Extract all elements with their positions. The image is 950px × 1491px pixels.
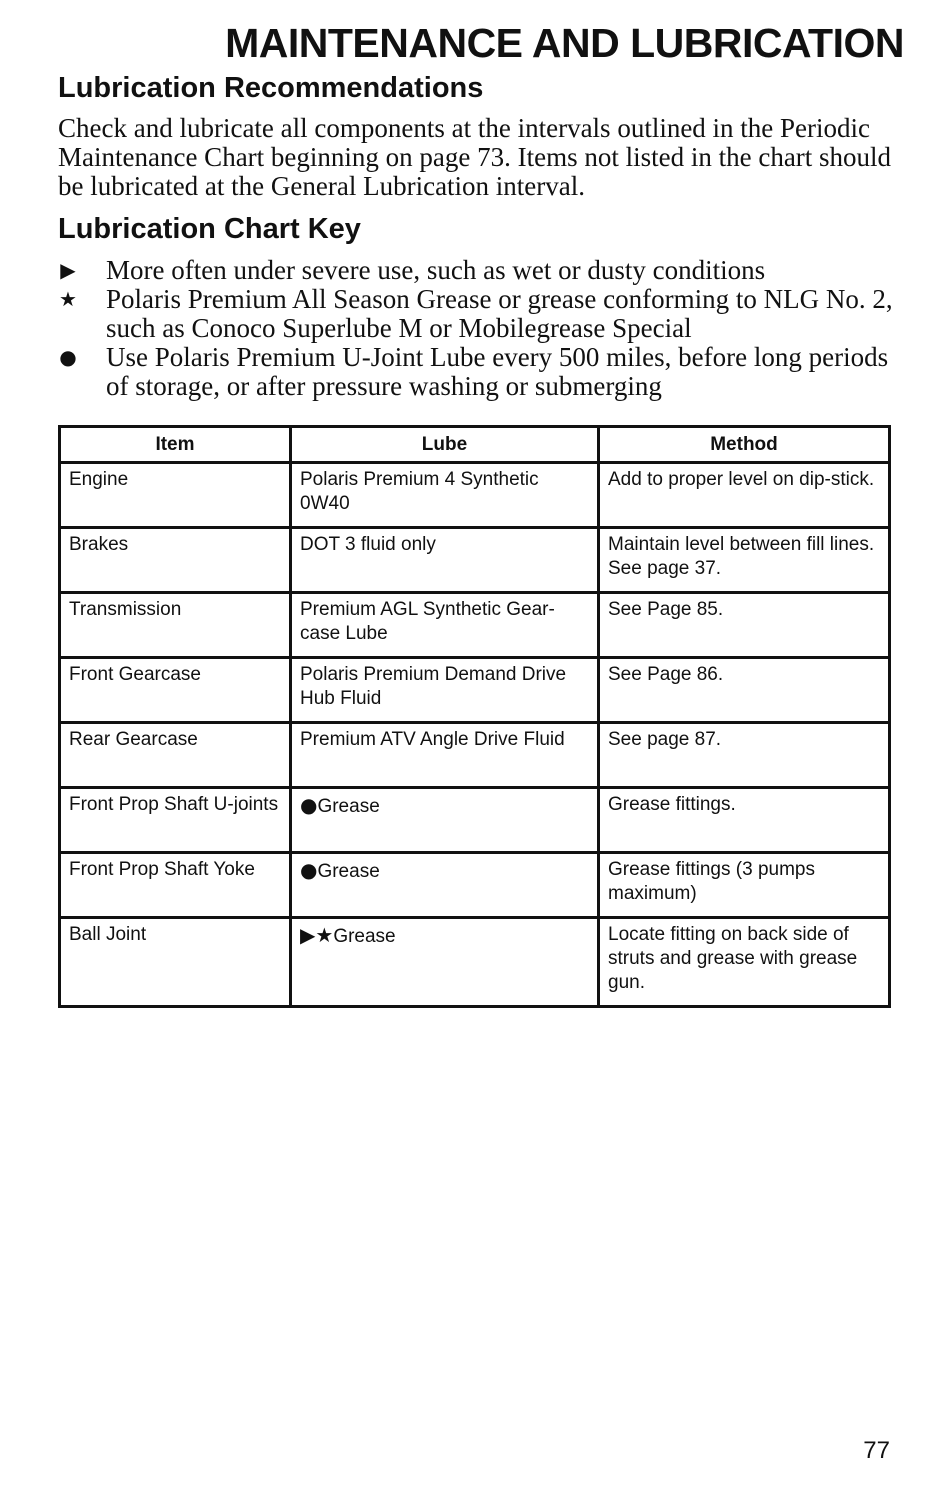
cell-lube-text: Polaris Premium Demand Drive Hub Fluid (300, 664, 567, 709)
key-item-text: Polaris Premium All Season Grease or grease conforming to NLG No. 2, such as Conoco Superlube M or Mobilegrease Special (106, 284, 893, 343)
cell-item: Front Prop Shaft Yoke (60, 853, 291, 918)
cell-lube (291, 853, 599, 918)
triangle-right-icon: ▶ (60, 258, 76, 282)
cell-method: See Page 86. (599, 658, 890, 723)
table-row (60, 918, 890, 1007)
cell-method: See page 87. (599, 723, 890, 788)
bullet-icon: ● (59, 345, 77, 369)
cell-method: Locate fitting on back side of struts and grease with grease gun. (599, 918, 890, 1007)
cell-method: Grease fittings (3 pumps maximum) (599, 853, 890, 918)
cell-item: Brakes (60, 528, 291, 593)
cell-lube-text: Grease (317, 861, 380, 882)
recommendations-paragraph: Check and lubricate all components at the intervals outlined in the Periodic Maintenance Chart beginning on page 73. Items not listed in the chart should be lubricated at the General Lubrication interval. (58, 113, 892, 201)
table-row (60, 723, 890, 788)
lubrication-table (58, 425, 891, 1008)
cell-lube-text: Grease (333, 926, 396, 947)
table-row (60, 788, 890, 853)
cell-lube-text: DOT 3 fluid only (300, 534, 436, 555)
page-title: MAINTENANCE AND LUBRICATION (225, 20, 904, 66)
key-item-text: Use Polaris Premium U-Joint Lube every 500 miles, before long periods of storage, or after pressure washing or submerging (106, 342, 889, 401)
cell-lube (291, 463, 599, 528)
cell-lube-text: Polaris Premium 4 Synthetic 0W40 (300, 469, 539, 514)
star-icon: ★ (59, 287, 77, 311)
cell-lube (291, 528, 599, 593)
cell-item: Transmission (60, 593, 291, 658)
cell-lube (291, 723, 599, 788)
table-row (60, 593, 890, 658)
lubrication-recommendations-heading: Lubrication Recommendations (58, 72, 484, 104)
chart-key-list (58, 256, 903, 401)
cell-lube (291, 658, 599, 723)
column-header-lube: Lube (291, 427, 599, 463)
triangle-star-icon: ▶★ (300, 923, 334, 947)
cell-lube (291, 788, 599, 853)
cell-item: Front Gearcase (60, 658, 291, 723)
table-row (60, 853, 890, 918)
cell-method: Add to proper level on dip-stick. (599, 463, 890, 528)
table-row (60, 528, 890, 593)
cell-method: Maintain level between fill lines. See page 37. (599, 528, 890, 593)
table-row (60, 658, 890, 723)
cell-method: Grease fittings. (599, 788, 890, 853)
key-item-ujoint-lube (58, 343, 903, 401)
column-header-item: Item (60, 427, 291, 463)
cell-item: Ball Joint (60, 918, 291, 1007)
key-item-premium-grease (58, 285, 903, 343)
cell-item: Engine (60, 463, 291, 528)
bullet-icon: ● (300, 793, 318, 817)
cell-lube-text: Premium ATV Angle Drive Fluid (300, 729, 565, 750)
page-number: 77 (863, 1437, 890, 1464)
cell-lube (291, 593, 599, 658)
table-row (60, 463, 890, 528)
bullet-icon: ● (300, 858, 318, 882)
cell-item: Rear Gearcase (60, 723, 291, 788)
cell-lube-text: Premium AGL Synthetic Gear-case Lube (300, 599, 555, 644)
cell-lube-text: Grease (317, 796, 380, 817)
column-header-method: Method (599, 427, 890, 463)
key-item-severe-use (58, 256, 903, 285)
key-item-text: More often under severe use, such as wet or dusty conditions (106, 255, 766, 285)
chart-key-heading: Lubrication Chart Key (58, 213, 361, 245)
cell-lube (291, 918, 599, 1007)
cell-method: See Page 85. (599, 593, 890, 658)
table-header-row (60, 427, 890, 463)
cell-item: Front Prop Shaft U-joints (60, 788, 291, 853)
